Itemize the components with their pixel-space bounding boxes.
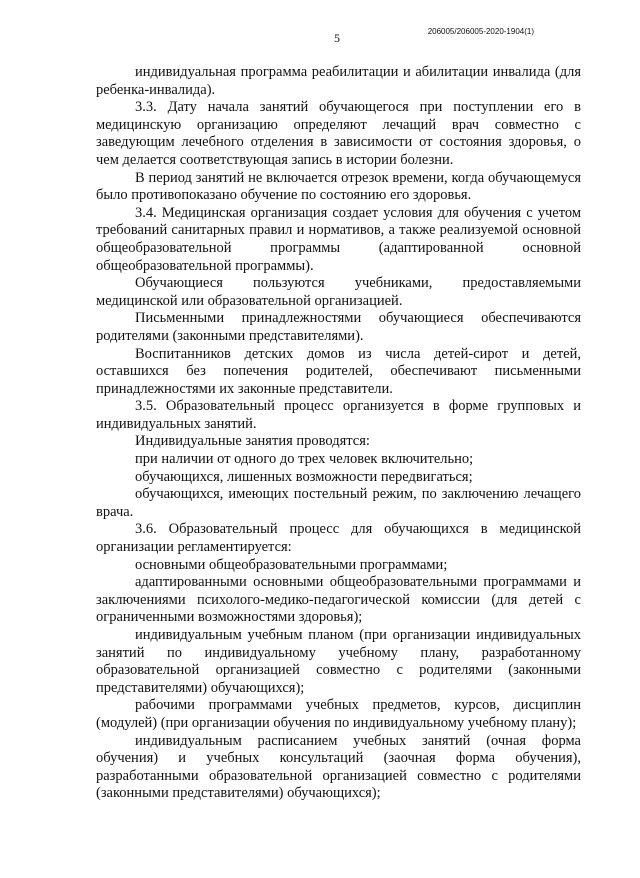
paragraph: индивидуальная программа реабилитации и абилитации инвалида (для ребенка-инвалида). xyxy=(96,64,581,98)
paragraph: 3.6. Образовательный процесс для обучающихся в медицинской организации регламентируется: xyxy=(96,521,581,556)
paragraph: В период занятий не включается отрезок времени, когда обучающемуся было противопоказано обучение по состоянию его здоровья. xyxy=(96,169,581,204)
paragraph: 3.3. Дату начала занятий обучающегося при поступлении его в медицинскую организацию определяют лечащий врач совместно с заведующим лечебного отделения в зависимости от состояния здоровья, о чем делается соответствующая запись в истории болезни. xyxy=(96,99,581,168)
paragraph: обучающихся, лишенных возможности передвигаться; xyxy=(135,468,473,485)
paragraph: Письменными принадлежностями обучающиеся обеспечиваются родителями (законными представителями). xyxy=(96,310,581,344)
paragraph: Индивидуальные занятия проводятся: xyxy=(135,433,370,450)
paragraph: основными общеобразовательными программами; xyxy=(135,556,448,573)
paragraph: адаптированными основными общеобразовательными программами и заключениями психолого-медико-педагогической комиссии (для детей с ограниченными возможностями здоровья); xyxy=(96,574,581,626)
paragraph: индивидуальным расписанием учебных занятий (очная форма обучения) и учебных консультаций (заочная форма обучения), разработанными образовательной организацией совместно с родителями (законными представителями) обучающихся); xyxy=(96,732,581,802)
paragraph: 3.5. Образовательный процесс организуется в форме групповых и индивидуальных занятий. xyxy=(96,398,581,432)
document-code: 206005/206005-2020-1904(1) xyxy=(427,27,534,36)
document-body xyxy=(96,64,581,803)
paragraph: 3.4. Медицинская организация создает условия для обучения с учетом требований санитарных правил и нормативов, а также реализуемой основной общеобразовательной программы (адаптированной основной общеобразовательной программы). xyxy=(96,204,581,274)
paragraph: индивидуальным учебным планом (при организации индивидуальных занятий по индивидуальному учебному плану, разработанному образовательной организацией совместно с родителями (законными представителями) обучающихся); xyxy=(96,627,581,696)
paragraph: Обучающиеся пользуются учебниками, предоставляемыми медицинской или образовательной организацией. xyxy=(96,275,581,309)
paragraph: рабочими программами учебных предметов, курсов, дисциплин (модулей) (при организации обучения по индивидуальному учебному плану); xyxy=(96,697,581,731)
paragraph: обучающихся, имеющих постельный режим, по заключению лечащего врача. xyxy=(96,486,581,520)
paragraph: Воспитанников детских домов из числа детей-сирот и детей, оставшихся без попечения родителей, обеспечивают письменными принадлежностями их законные представители. xyxy=(96,345,581,397)
paragraph: при наличии от одного до трех человек включительно; xyxy=(135,451,474,468)
page-number: 5 xyxy=(334,31,340,45)
